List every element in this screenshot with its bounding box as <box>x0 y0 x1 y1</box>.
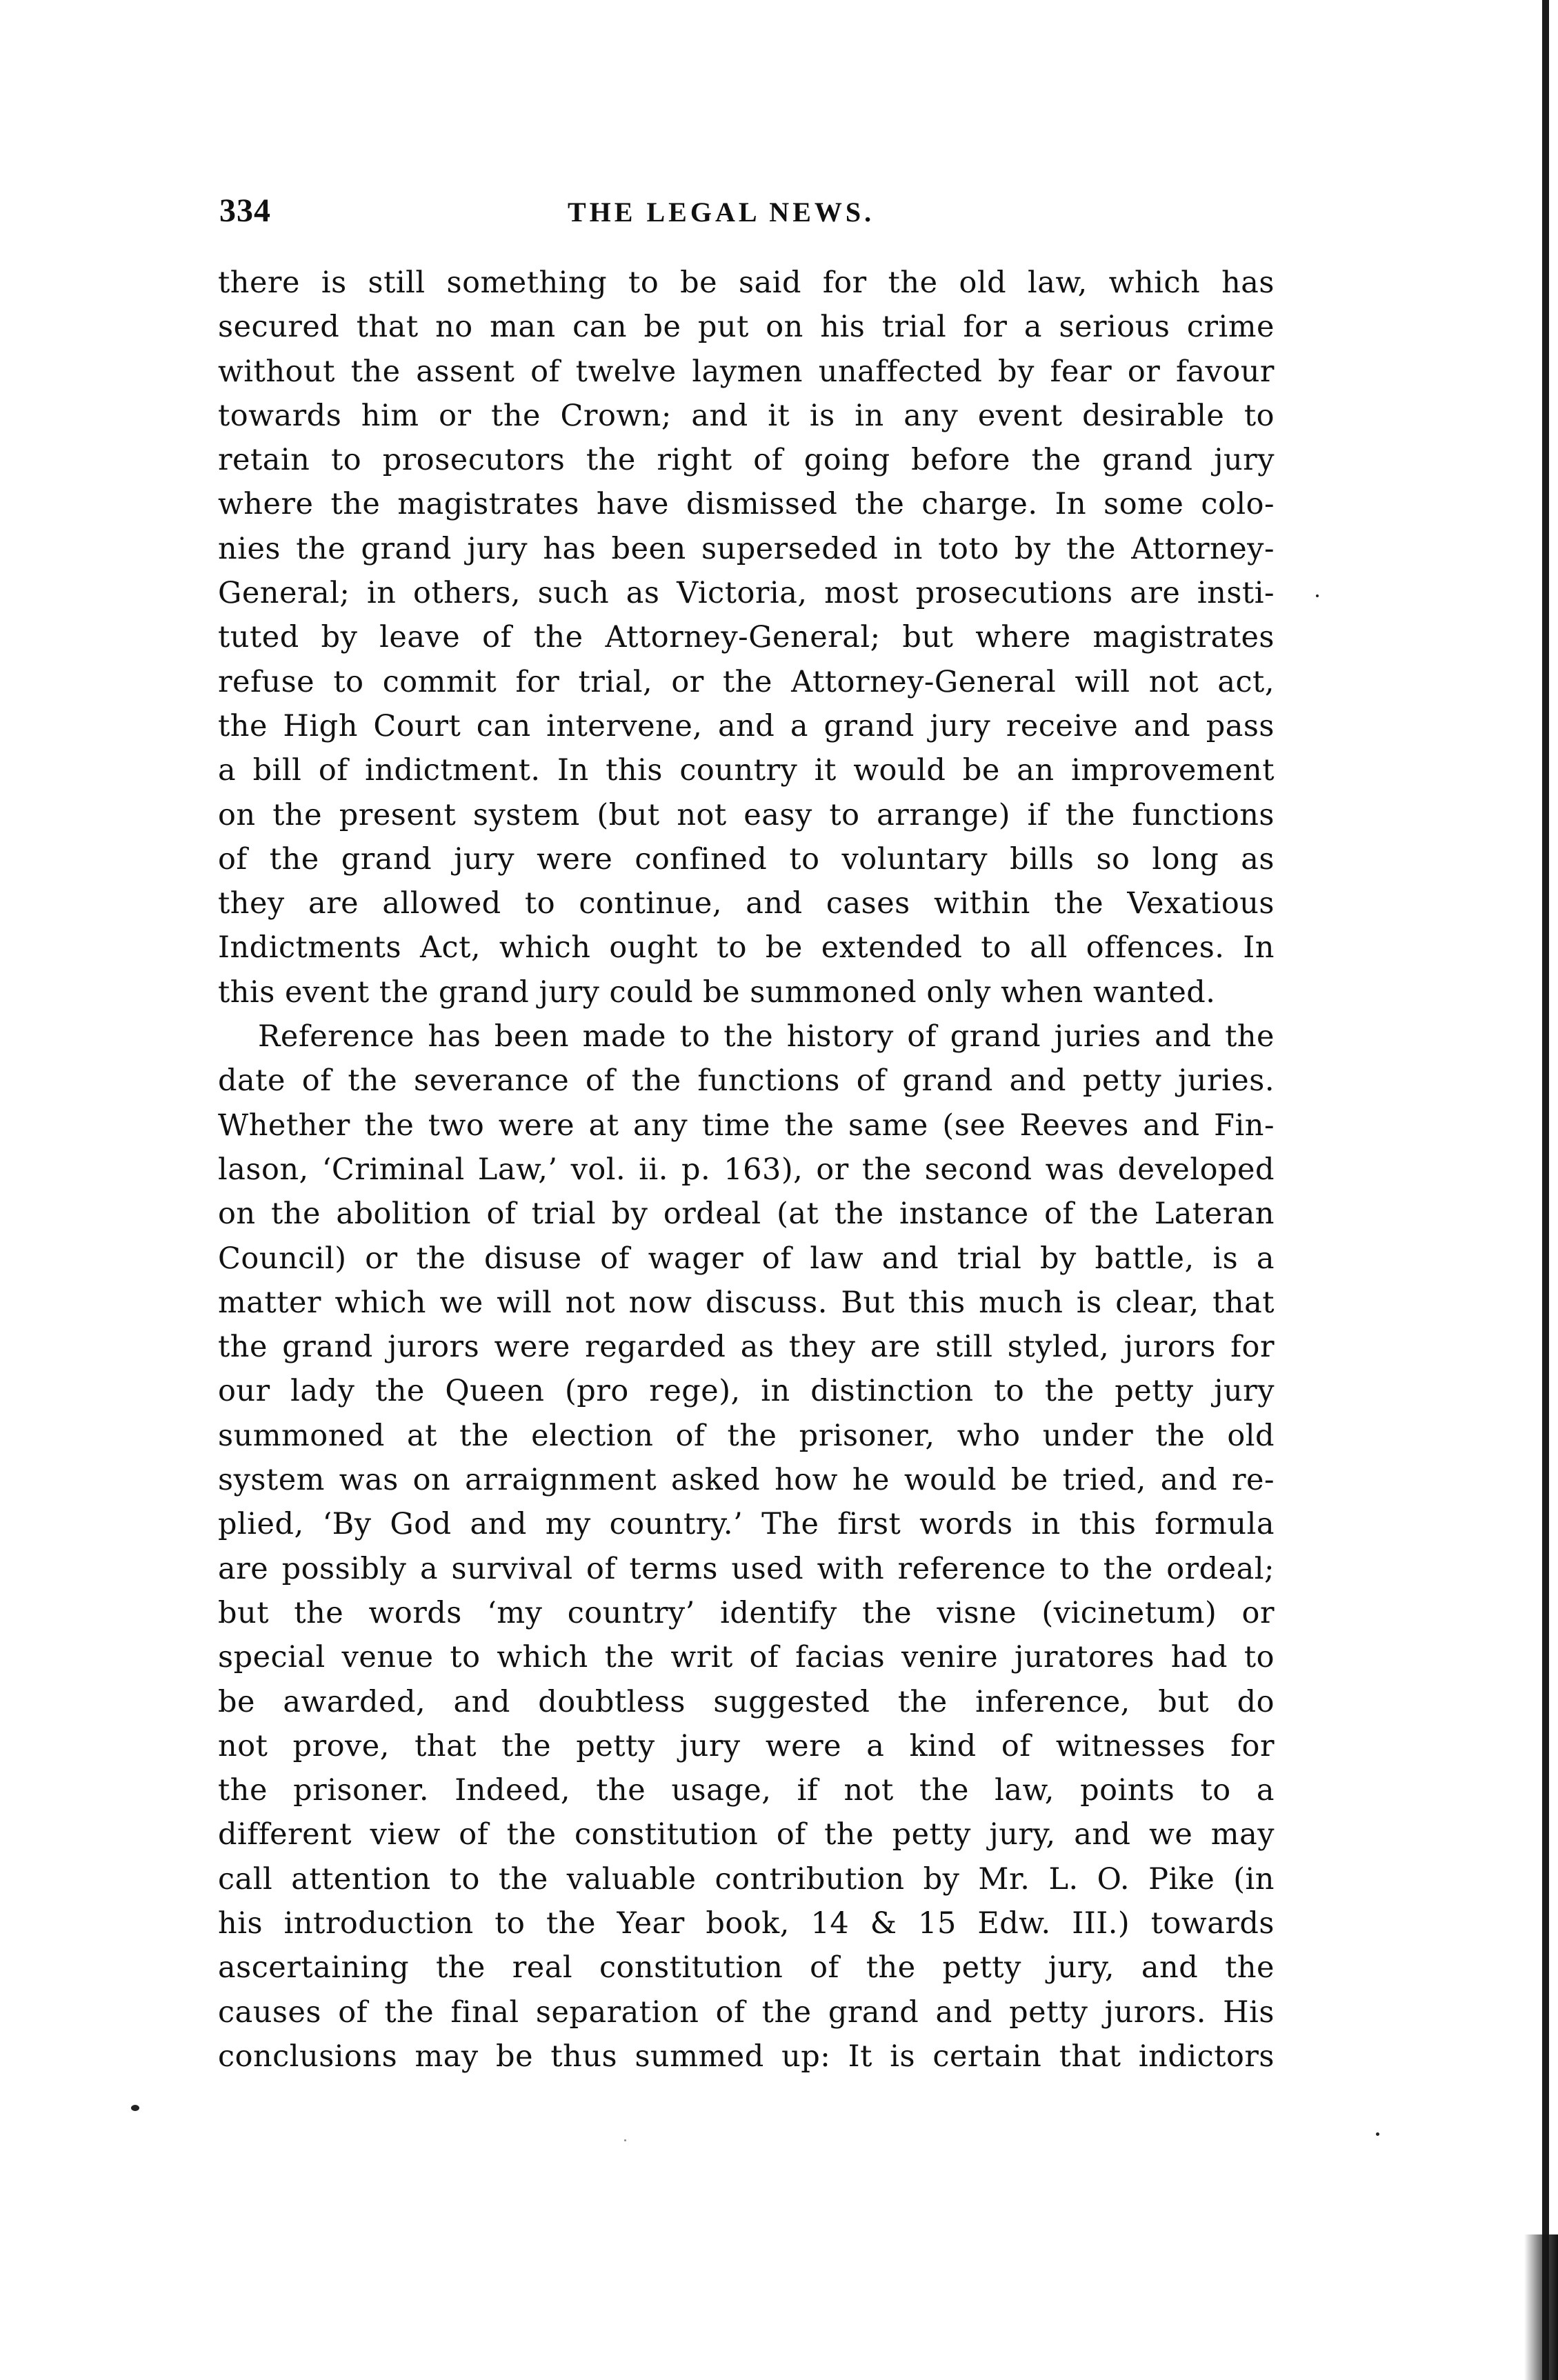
text-line: they are allowed to continue, and cases within the Vexatious <box>218 886 1275 921</box>
text-line: different view of the constitution of the petty jury, and we may <box>218 1817 1275 1852</box>
text-line: special venue to which the writ of facias venire juratores had to <box>218 1640 1275 1675</box>
text-line: not prove, that the petty jury were a kind of witnesses for <box>218 1728 1275 1763</box>
page-edge-shadow <box>1524 2234 1558 2380</box>
page-edge-line <box>1542 0 1549 2380</box>
running-title: THE LEGAL NEWS. <box>568 197 875 228</box>
text-line: call attention to the valuable contribution by Mr. L. O. Pike (in <box>218 1861 1275 1897</box>
ink-speck <box>1316 594 1319 597</box>
body-text <box>218 261 1275 2079</box>
text-line: causes of the final separation of the grand and petty jurors. His <box>218 1994 1275 2030</box>
text-line: system was on arraignment asked how he would be tried, and re- <box>218 1463 1275 1498</box>
text-line: tuted by leave of the Attorney-General; but where magistrates <box>218 620 1275 655</box>
text-line: where the magistrates have dismissed the charge. In some colo- <box>218 487 1275 522</box>
text-line: nies the grand jury has been superseded in toto by the Attorney- <box>218 531 1275 566</box>
text-line: there is still something to be said for the old law, which has <box>218 266 1275 300</box>
text-line: towards him or the Crown; and it is in any event desirable to <box>218 398 1275 433</box>
text-line: General; in others, such as Victoria, most prosecutions are insti- <box>218 576 1275 611</box>
text-line: be awarded, and doubtless suggested the inference, but do <box>218 1684 1275 1719</box>
text-line: this event the grand jury could be summoned only when wanted. <box>218 974 1216 1010</box>
text-line: the High Court can intervene, and a grand jury receive and pass <box>218 708 1275 743</box>
ink-speck <box>131 2105 139 2111</box>
text-line: Reference has been made to the history of grand juries and the <box>258 1019 1275 1054</box>
text-line: Indictments Act, which ought to be extended to all offences. In <box>218 930 1275 966</box>
text-line: plied, ‘By God and my country.’ The first words in this formula <box>218 1507 1275 1542</box>
page-number: 334 <box>219 192 271 229</box>
text-line: ascertaining the real constitution of the petty jury, and the <box>218 1950 1275 1986</box>
text-line: on the present system (but not easy to arrange) if the functions <box>218 797 1275 832</box>
text-line: are possibly a survival of terms used with reference to the ordeal; <box>218 1551 1275 1586</box>
text-line: a bill of indictment. In this country it would be an improvement <box>218 753 1275 788</box>
text-line: the prisoner. Indeed, the usage, if not the law, points to a <box>218 1773 1275 1808</box>
text-line: on the abolition of trial by ordeal (at the instance of the Lateran <box>218 1197 1275 1232</box>
text-line: refuse to commit for trial, or the Attorney-General will not act, <box>218 664 1275 699</box>
text-line: secured that no man can be put on his trial for a serious crime <box>218 310 1275 345</box>
text-line: Council) or the disuse of wager of law and trial by battle, is a <box>218 1241 1275 1276</box>
text-line: lason, ‘Criminal Law,’ vol. ii. p. 163), or the second was developed <box>218 1152 1275 1187</box>
text-line: matter which we will not now discuss. But this much is clear, that <box>218 1285 1275 1320</box>
text-line: his introduction to the Year book, 14 & 15 Edw. III.) towards <box>218 1906 1275 1941</box>
text-line: without the assent of twelve laymen unaffected by fear or favour <box>218 354 1275 389</box>
text-line: our lady the Queen (pro rege), in distinction to the petty jury <box>218 1374 1275 1409</box>
text-line: the grand jurors were regarded as they are still styled, jurors for <box>218 1330 1275 1365</box>
text-line: of the grand jury were confined to voluntary bills so long as <box>218 841 1275 877</box>
page-header <box>219 192 1275 240</box>
text-line: but the words ‘my country’ identify the visne (vicinetum) or <box>218 1595 1275 1630</box>
ink-speck <box>1376 2132 1379 2136</box>
text-line: summoned at the election of the prisoner, who under the old <box>218 1418 1275 1453</box>
ink-speck <box>624 2139 626 2141</box>
text-line: conclusions may be thus summed up: It is certain that indictors <box>218 2039 1275 2074</box>
text-line: date of the severance of the functions of grand and petty juries. <box>218 1063 1275 1099</box>
text-line: Whether the two were at any time the same (see Reeves and Fin- <box>218 1108 1275 1143</box>
text-line: retain to prosecutors the right of going before the grand jury <box>218 443 1275 478</box>
